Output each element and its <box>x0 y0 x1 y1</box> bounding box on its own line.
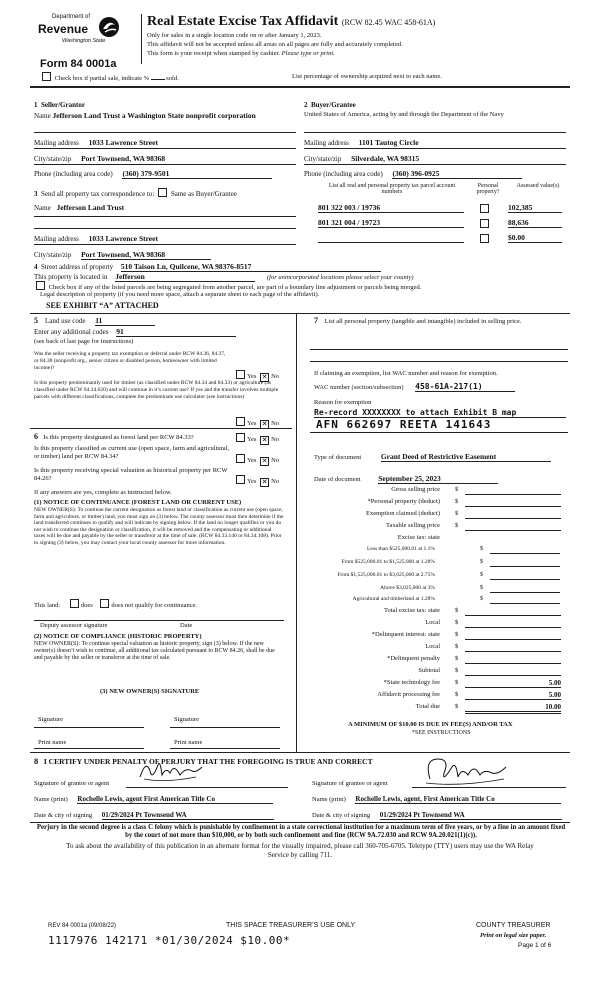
grantor-name-row <box>34 795 273 804</box>
taxable-field[interactable] <box>465 522 561 531</box>
excise-state-label: Excise tax: state <box>397 534 440 541</box>
treasurer-receipt: 1117976 142171 *01/30/2024 $10.00* <box>48 934 291 947</box>
dollar: $ <box>480 585 483 591</box>
correspondence-row <box>34 188 237 198</box>
sig1-label: Signature <box>38 716 63 723</box>
dollar: $ <box>455 607 459 614</box>
local-label: Local <box>425 619 440 626</box>
grantor-date-row <box>34 811 274 820</box>
certify-heading: I CERTIFY UNDER PENALTY OF PERJURY THAT THE FOREGOING IS TRUE AND CORRECT <box>43 757 373 766</box>
correspondence-label: Send all property tax correspondence to: <box>41 190 155 198</box>
personal-property-checkbox[interactable] <box>480 204 489 213</box>
corr-mailing-label: Mailing address <box>34 235 79 243</box>
notice2-title: (2) NOTICE OF COMPLIANCE (HISTORIC PROPERTY) <box>34 633 202 640</box>
timber-yes-checkbox[interactable] <box>236 417 245 426</box>
if-yes-note: If any answers are yes, complete as instructed below. <box>34 489 172 496</box>
reason-label: Reason for exemption <box>314 399 372 406</box>
title-text: Real Estate Excise Tax Affidavit <box>147 14 339 29</box>
doc-date-row <box>314 474 498 484</box>
dollar: $ <box>455 655 459 662</box>
pp-label: List all personal property (tangible and intangible) included in selling price. <box>324 318 522 325</box>
land-use-label: Land use code <box>45 317 86 325</box>
seller-name-cont[interactable]: a Washington State nonprofit corporation <box>121 111 256 120</box>
buyer-heading <box>304 101 356 109</box>
assessed-value[interactable]: 88,636 <box>508 218 562 228</box>
same-as-buyer-label: Same as Buyer/Grantee <box>170 190 237 198</box>
does-checkbox[interactable] <box>70 599 79 608</box>
dollar: $ <box>480 596 483 602</box>
exemption-no-checkbox[interactable]: ✕ <box>261 373 268 381</box>
no-label: No <box>271 478 280 485</box>
land-use-code[interactable]: 11 <box>95 316 155 326</box>
grantee-sig-label: Signature of grantee or agent <box>312 780 388 787</box>
delinquent-state-field[interactable] <box>465 631 561 640</box>
total-due-value[interactable]: 10.00 <box>465 703 561 714</box>
processing-fee-value[interactable]: 5.00 <box>465 691 561 700</box>
exemption-deduct-field[interactable] <box>465 510 561 519</box>
wac-row <box>314 382 515 392</box>
tax-tier-field[interactable] <box>490 572 560 580</box>
new-owner-sig-heading: (3) NEW OWNER(S) SIGNATURE <box>100 688 200 695</box>
no-label: No <box>271 457 280 464</box>
corr-name[interactable]: Jefferson Land Trust <box>56 203 125 212</box>
title-ref: (RCW 82.45 WAC 458-61A) <box>341 18 436 27</box>
local-field[interactable] <box>465 619 561 628</box>
subtotal-field[interactable] <box>465 667 561 676</box>
tax-tier-field[interactable] <box>490 559 560 567</box>
personal-deduct-field[interactable] <box>465 498 561 507</box>
tax-tier-field[interactable] <box>490 596 560 604</box>
legal-description[interactable]: SEE EXHIBIT “A” ATTACHED <box>46 301 159 310</box>
penalty-field[interactable] <box>465 655 561 664</box>
doc-date[interactable]: September 25, 2023 <box>378 474 498 484</box>
parcel-number[interactable]: 801 321 004 / 19723 <box>318 218 464 228</box>
county-label: This property is located in <box>34 273 108 281</box>
dollar: $ <box>480 572 483 578</box>
continuance-row <box>34 599 197 609</box>
note3-text: This form is your receipt when stamped by cashier. <box>147 50 281 57</box>
exemption-yes-checkbox[interactable] <box>236 370 245 379</box>
corr-name-row <box>34 203 124 212</box>
afn-stamp: AFN 662697 REETA 141643 <box>316 418 492 431</box>
yes-label: Yes <box>247 457 257 464</box>
dollar: $ <box>455 510 459 517</box>
partial-sold-label: sold. <box>166 75 179 82</box>
seller-phone-label: Phone (including area code) <box>34 170 113 178</box>
same-as-buyer-checkbox[interactable] <box>158 188 167 197</box>
timber-no-checkbox[interactable]: ✕ <box>261 420 268 428</box>
subtotal-label: Subtotal <box>418 667 440 674</box>
this-land-label: This land: <box>34 602 61 609</box>
revenue-logo <box>38 14 138 54</box>
tax-tier-label: Above $3,025,000 at 3% <box>380 585 435 591</box>
print2-label: Print name <box>174 739 203 746</box>
pp-num: 7 <box>314 316 318 325</box>
penalty-label: *Delinquent penalty <box>387 655 440 662</box>
perjury-notice: Perjury in the second degree is a class C felony which is punishable by confinement in a state correctional institution for a maximum term of five years, or by a fine in an amount fixed by the court of not more than $10,000, or by both such confinement and fine (RCW 9A.72.030 and RCW 9A.20.021(1)(c)). <box>36 824 566 839</box>
current-use-yes-checkbox[interactable] <box>236 454 245 463</box>
tax-tier-field[interactable] <box>490 585 560 593</box>
forest-q1-row <box>34 432 194 441</box>
exemption-deduct-label: Exemption claimed (deduct) <box>365 510 440 517</box>
dept-state: Washington State <box>62 38 106 44</box>
assessed-value[interactable]: 102,385 <box>508 203 562 213</box>
corr-city[interactable]: Port Townsend, WA 98368 <box>81 250 211 260</box>
forest-q3-answer <box>234 475 279 487</box>
local2-field[interactable] <box>465 643 561 652</box>
historic-no-checkbox[interactable]: ✕ <box>261 478 268 486</box>
seller-name[interactable]: Jefferson Land Trust <box>52 111 121 120</box>
yes-label: Yes <box>247 436 257 443</box>
grantor-date-label: Date & city of signing <box>34 812 93 819</box>
dollar: $ <box>455 643 459 650</box>
notice2-text: NEW OWNER(S): To continue special valuation as historic property, sign (3) below. If the new owner(s) doesn’t wish to continue, all additional tax calculated pursuant to RCW 84.26, shall be due and payable by the seller or transferor at the time of sale. <box>34 641 275 661</box>
dollar: $ <box>455 679 459 686</box>
tax-tier-label: Less than $525,000.01 at 1.1% <box>367 546 435 552</box>
forest-q2: Is this property classified as current use (open space, farm and agricultural, or timber) land per RCW 84.34? <box>34 445 230 460</box>
dollar: $ <box>455 486 459 493</box>
tax-tier-field[interactable] <box>490 546 560 554</box>
personal-property-checkbox[interactable] <box>480 219 489 228</box>
land-use-num: 5 <box>34 316 38 325</box>
forest-q3: Is this property receiving special valuation as historical property per RCW 84.26? <box>34 467 228 482</box>
dollar: $ <box>455 522 459 529</box>
seller-heading-text: Seller/Grantor <box>41 101 85 109</box>
parcel-number[interactable]: 801 322 003 / 19736 <box>318 203 464 213</box>
personal-col-header: Personal property? <box>476 183 500 195</box>
ownership-note: List percentage of ownership acquired next to each name. <box>292 73 442 80</box>
deputy-sig-label: Deputy assessor signature <box>40 622 108 629</box>
corr-name-label: Name <box>34 204 51 212</box>
grantee-name-label: Name (print) <box>312 796 346 803</box>
buyer-phone-label: Phone (including area code) <box>304 170 383 178</box>
property-num: 4 <box>34 263 38 271</box>
buyer-name[interactable]: United States of America, acting by and through the Department of the Navy <box>304 111 504 118</box>
street-row <box>34 262 381 272</box>
total-due-label: Total due <box>415 703 440 710</box>
grantee-signature-icon <box>420 753 510 787</box>
county-treasurer-label: COUNTY TREASURER <box>476 922 551 929</box>
buyer-phone[interactable]: (360) 396-0925 <box>392 169 522 179</box>
dollar: $ <box>480 546 483 552</box>
grantee-name-row <box>312 795 561 804</box>
print1-label: Print name <box>38 739 67 746</box>
forest-num: 6 <box>34 432 38 441</box>
buyer-heading-text: Buyer/Grantee <box>311 101 356 109</box>
delinquent-state-label: *Delinquent interest: state <box>371 631 440 638</box>
does-not-label: does not qualify for continuance. <box>111 602 198 609</box>
doc-type[interactable]: Grant Deed of Restrictive Easement <box>381 452 551 462</box>
gross-label: Gross selling price <box>391 486 440 493</box>
legal-paper-note: Print on legal size paper. <box>480 932 547 939</box>
seller-city-label: City/state/zip <box>34 155 72 163</box>
see-instructions-note: *SEE INSTRUCTIONS <box>412 730 471 736</box>
buyer-city-row <box>304 154 419 163</box>
buyer-num: 2 <box>304 101 308 109</box>
total-state-label: Total excise tax: state <box>383 607 440 614</box>
corr-mailing-row <box>34 234 158 243</box>
grantor-signature-field[interactable] <box>126 765 288 788</box>
segregated-checkbox[interactable] <box>36 281 45 290</box>
grantee-date[interactable]: 01/29/2024 Pt Townsend WA <box>380 811 562 820</box>
corr-mailing[interactable]: 1033 Lawrence Street <box>88 234 158 243</box>
buyer-mailing-row <box>304 138 419 147</box>
additional-codes-row <box>34 327 236 337</box>
seller-city-row <box>34 154 165 163</box>
dept-name: Revenue <box>38 22 89 36</box>
gross-field[interactable] <box>465 486 561 495</box>
does-not-checkbox[interactable] <box>100 599 109 608</box>
assessed-value[interactable]: $0.00 <box>508 233 562 243</box>
forest-yes-checkbox[interactable] <box>236 433 245 442</box>
dept-label: Department of <box>52 14 91 20</box>
current-use-no-checkbox[interactable]: ✕ <box>261 457 268 465</box>
dollar: $ <box>455 691 459 698</box>
forest-q1: Is this property designated as forest land per RCW 84.33? <box>43 434 194 441</box>
doc-type-row <box>314 452 551 462</box>
grantee-date-row <box>312 811 562 820</box>
yes-label: Yes <box>247 373 257 380</box>
header-note-1: Only for sales in a single location code on or after January 1, 2023. <box>147 32 322 39</box>
dollar: $ <box>455 631 459 638</box>
personal-property-checkbox[interactable] <box>480 234 489 243</box>
tax-tier-label: Agricultural and timberland at 1.28% <box>352 596 435 602</box>
taxable-label: Taxable selling price <box>385 522 440 529</box>
note3-italic: Please type or print. <box>281 50 335 57</box>
buyer-city-label: City/state/zip <box>304 155 342 163</box>
buyer-city[interactable]: Silverdale, WA 98315 <box>351 154 420 163</box>
historic-yes-checkbox[interactable] <box>236 475 245 484</box>
county-note: (for unincorporated locations please select your county) <box>266 274 414 281</box>
grantor-signature-icon <box>136 757 206 785</box>
grantee-date-label: Date & city of signing <box>312 812 371 819</box>
street-label: Street address of property <box>41 263 114 271</box>
assessed-col-header: Assessed value(s) <box>516 183 560 189</box>
forest-q1-answer <box>234 433 279 445</box>
page-title <box>147 14 435 30</box>
partial-sale-label: Check box if partial sale, indicate % <box>54 75 150 82</box>
corr-city-label: City/state/zip <box>34 251 72 259</box>
correspondence-num: 3 <box>34 190 38 198</box>
buyer-mailing-label: Mailing address <box>304 139 349 147</box>
buyer-phone-row <box>304 169 522 179</box>
deputy-date-label: Date <box>180 622 193 629</box>
additional-codes[interactable]: 91 <box>116 327 236 337</box>
seller-name-row <box>34 111 296 120</box>
seller-name-label: Name <box>34 112 51 120</box>
parcel-col-header: List all real and personal property tax parcel account numbers <box>328 183 456 195</box>
local2-label: Local <box>425 643 440 650</box>
dollar: $ <box>455 703 459 710</box>
treasurer-use-label: THIS SPACE TREASURER’S USE ONLY <box>226 922 356 929</box>
partial-sale-checkbox[interactable] <box>42 72 51 81</box>
notice1-text: NEW OWNER(S): To continue the current designation as forest land or classification as current use (open space, farm and agriculture, or timber) land, you must sign on (3) below. The county assessor must then determine if the land transferred continues to qualify and will indicate by signing below. If the land no longer qualifies or you do not wish to continue the designation or classification, it will be removed and the compensating or additional taxes will be due and payable by the seller or transferor at the time of sale. (RCW 84.33.140 or 84.34.108). Prior to signing (3) below, you may contact your local county assessor for more information. <box>34 507 284 546</box>
form-number: Form 84 0001a <box>40 58 117 70</box>
grantor-name-label: Name (print) <box>34 796 68 803</box>
tax-tier-label: From $525,000.01 to $1,525,000 at 1.28% <box>341 559 435 565</box>
seller-phone[interactable]: (360) 379-9501 <box>122 169 272 179</box>
doc-type-label: Type of document <box>314 454 362 461</box>
dollar: $ <box>480 559 483 565</box>
rev-number: REV 84 0001a (09/08/22) <box>48 923 117 929</box>
does-label: does <box>80 602 93 609</box>
seller-mailing-row <box>34 138 158 147</box>
doc-date-label: Date of document <box>314 476 361 483</box>
dollar: $ <box>455 619 459 626</box>
sig2-label: Signature <box>174 716 199 723</box>
no-label: No <box>271 436 280 443</box>
grantor-date[interactable]: 01/29/2024 Pt Townsend WA <box>102 811 274 820</box>
seller-city[interactable]: Port Townsend, WA 98368 <box>81 154 166 163</box>
forest-q2-answer <box>234 454 279 466</box>
land-use-row <box>34 316 155 326</box>
forest-no-checkbox[interactable]: ✕ <box>261 436 268 444</box>
processing-fee-label: Affidavit processing fee <box>377 691 440 698</box>
header-note-3 <box>147 50 335 57</box>
q-exemption: Was the seller receiving a property tax exemption or deferral under RCW 84.36, 84.37, or 84.38 (nonprofit org., senior citizen or disabled person, homeowner with limited income)? <box>34 351 226 371</box>
buyer-mailing[interactable]: 1101 Tautog Circle <box>358 138 419 147</box>
additional-codes-label: Enter any additional codes <box>34 328 109 336</box>
see-back-note: (see back of last page for instructions) <box>34 338 134 345</box>
partial-sale-row <box>40 72 179 82</box>
dollar: $ <box>455 498 459 505</box>
header-note-2: This affidavit will not be accepted unless all areas on all pages are fully and accurately completed. <box>147 41 403 48</box>
segregated-label: Check box if any of the listed parcels are being segregated from another parcel, are part of a boundary line adjustment or parcels being merged. <box>48 284 422 291</box>
dollar: $ <box>455 667 459 674</box>
corr-city-row <box>34 250 211 260</box>
property-street[interactable]: 510 Taison Ln, Quilcene, WA 98376-8517 <box>121 262 381 272</box>
wac-label: WAC number (section/subsection) <box>314 384 404 391</box>
legal-label: Legal description of property (if you need more space, attach a separate sheet to each page of the affidavit). <box>40 291 320 298</box>
page-number: Page 1 of 6 <box>518 942 552 949</box>
seller-phone-row <box>34 169 272 179</box>
exemption-reason[interactable]: Re-record XXXXXXXX to attach Exhibit B map <box>314 408 566 418</box>
yes-label: Yes <box>247 478 257 485</box>
total-state-field[interactable] <box>465 607 561 616</box>
partial-percent-field[interactable] <box>151 79 165 80</box>
minimum-note: A MINIMUM OF $10.00 IS DUE IN FEE(S) AND/OR TAX <box>348 721 513 728</box>
exemption-claim-label: If claiming an exemption, list WAC number and reason for exemption. <box>314 370 498 377</box>
personal-property-row <box>314 316 564 325</box>
seller-num: 1 <box>34 101 38 109</box>
grantee-name[interactable]: Rochelle Lewis, agent, First American Title Co <box>355 795 561 804</box>
personal-deduct-label: *Personal property (deduct) <box>367 498 440 505</box>
no-label: No <box>271 373 280 380</box>
seller-mailing-label: Mailing address <box>34 139 79 147</box>
revenue-logo-icon <box>98 16 120 38</box>
parcel-number[interactable] <box>318 233 464 243</box>
wac-number[interactable]: 458-61A-217(1) <box>415 382 515 392</box>
tech-fee-value[interactable]: 5.00 <box>465 679 561 688</box>
grantor-name[interactable]: Rochelle Lewis, agent First American Title Co <box>77 795 273 804</box>
grantee-signature-field[interactable] <box>412 765 566 788</box>
seller-heading <box>34 101 85 109</box>
county-select[interactable]: Jefferson <box>115 272 255 282</box>
yes-label: Yes <box>247 420 257 427</box>
no-label: No <box>271 420 280 427</box>
segregated-row <box>34 281 421 291</box>
seller-mailing[interactable]: 1033 Lawrence Street <box>88 138 158 147</box>
notice1-title: (1) NOTICE OF CONTINUANCE (FOREST LAND OR CURRENT USE) <box>34 499 242 506</box>
tech-fee-label: *State technology fee <box>383 679 440 686</box>
q-timber: Is this property predominantly used for timber (as classified under RCW 84.34 and 84.33) or agriculture (as classified under RCW 84.34.020) and will continue in it’s current use? If yes and the transfer involves multiple parcels with different classifications, complete the predominate use calculator (see instructions) <box>34 380 279 400</box>
certify-num: 8 <box>34 756 39 766</box>
grantor-sig-label: Signature of grantor or agent <box>34 780 110 787</box>
tax-tier-label: From $1,525,000.01 to $3,025,000 at 2.75% <box>337 572 435 578</box>
accessibility-note: To ask about the availability of this publication in an alternate format for the visually impaired, please call 360-705-6705. Teletype (TTY) users may use the WA Relay Service by calling 711. <box>66 842 534 859</box>
